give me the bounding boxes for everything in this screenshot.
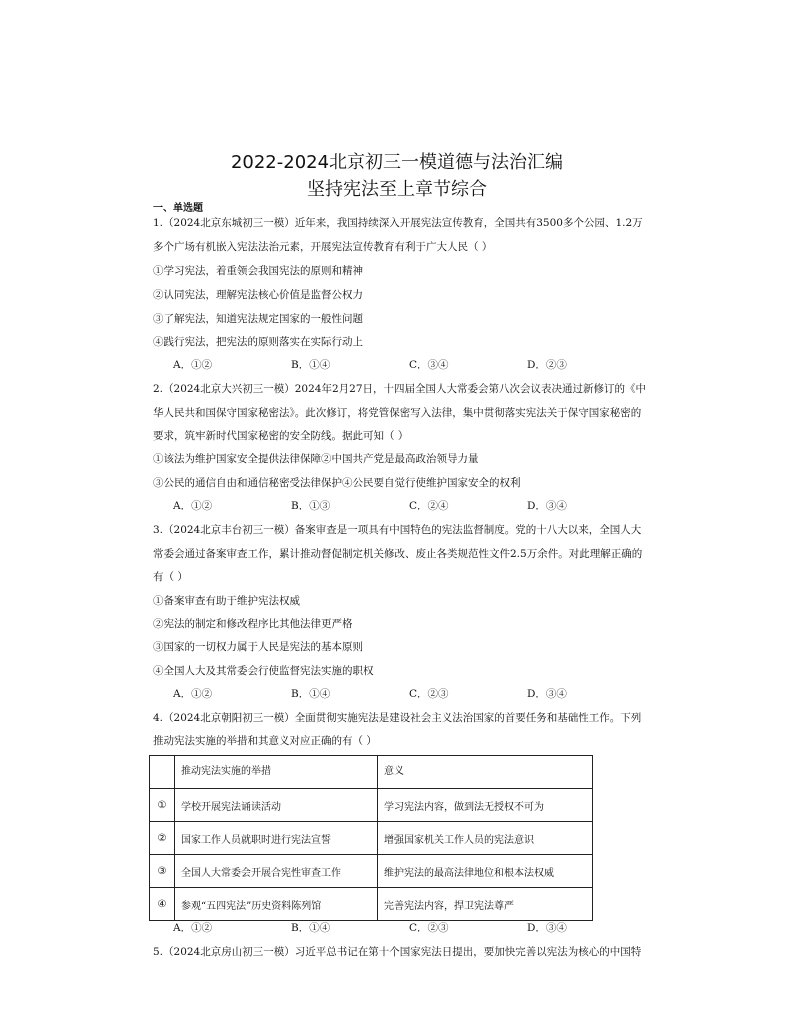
table-row bbox=[150, 855, 593, 888]
table-header-row bbox=[150, 756, 593, 789]
table-cell: ① bbox=[150, 789, 175, 822]
q1-option-b[interactable]: B．①④ bbox=[291, 359, 331, 371]
table-row bbox=[150, 789, 593, 822]
q2-line: 2.（2024北京大兴初三一模）2024年2月27日，十四届全国人大常委会第八次会议表决通过新修订的《中 bbox=[153, 383, 647, 395]
q2-statement: ①该法为维护国家安全提供法律保障②中国共产党是最高政治领导力量 bbox=[153, 453, 479, 465]
table-cell: 全国人大常委会开展合宪性审查工作 bbox=[175, 855, 378, 888]
q1-statement: ②认同宪法，理解宪法核心价值是监督公权力 bbox=[153, 289, 363, 301]
table-row bbox=[150, 888, 593, 921]
q1-statement: ③了解宪法，知道宪法规定国家的一般性问题 bbox=[153, 313, 363, 325]
q2-statement: ③公民的通信自由和通信秘密受法律保护④公民要自觉行使维护国家安全的权利 bbox=[153, 477, 521, 489]
q4-options bbox=[173, 920, 645, 935]
q2-option-c[interactable]: C．②④ bbox=[409, 500, 449, 512]
table-cell: ② bbox=[150, 822, 175, 855]
q3-line: 有（ ） bbox=[153, 571, 188, 583]
table-cell: 学习宪法内容，做到法无授权不可为 bbox=[378, 789, 593, 822]
q3-line: 3.（2024北京丰台初三一模）备案审查是一项具有中国特色的宪法监督制度。党的十八大以来，全国人大 bbox=[153, 524, 642, 536]
q1-options bbox=[173, 357, 645, 372]
q5-line: 5.（2024北京房山初三一模）习近平总书记在第十个国家宪法日提出，要加快完善以宪法为核心的中国特 bbox=[153, 946, 642, 958]
table-cell: 学校开展宪法诵读活动 bbox=[175, 789, 378, 822]
q3-statement: ①备案审查有助于维护宪法权威 bbox=[153, 595, 300, 607]
q4-option-d[interactable]: D．③④ bbox=[527, 922, 567, 934]
q3-option-c[interactable]: C．②③ bbox=[409, 688, 449, 700]
q3-option-a[interactable]: A．①② bbox=[173, 688, 213, 700]
q3-statement: ④全国人大及其常委会行使监督宪法实施的职权 bbox=[153, 665, 374, 677]
table-cell: 维护宪法的最高法律地位和根本法权威 bbox=[378, 855, 593, 888]
q1-option-c[interactable]: C．③④ bbox=[409, 359, 449, 371]
q4-option-c[interactable]: C．②③ bbox=[409, 922, 449, 934]
q4-table bbox=[149, 755, 593, 921]
table-cell: 国家工作人员就职时进行宪法宣誓 bbox=[175, 822, 378, 855]
q1-statement: ④践行宪法，把宪法的原则落实在实际行动上 bbox=[153, 336, 363, 348]
q3-option-b[interactable]: B．①④ bbox=[291, 688, 331, 700]
q1-line: 1.（2024北京东城初三一模）近年来，我国持续深入开展宪法宣传教育，全国共有3500多个公园、1.2万 bbox=[153, 217, 643, 229]
table-cell: 参观“五四宪法”历史资料陈列馆 bbox=[175, 888, 378, 921]
table-cell: ④ bbox=[150, 888, 175, 921]
table-cell bbox=[150, 756, 175, 789]
section-heading: 一、单选题 bbox=[153, 203, 203, 214]
q3-statement: ③国家的一切权力属于人民是宪法的基本原则 bbox=[153, 641, 363, 653]
q3-statement: ②宪法的制定和修改程序比其他法律更严格 bbox=[153, 618, 353, 630]
table-cell: 增强国家机关工作人员的宪法意识 bbox=[378, 822, 593, 855]
q1-option-d[interactable]: D．②③ bbox=[527, 359, 567, 371]
q1-line: 多个广场有机嵌入宪法法治元素，开展宪法宣传教育有利于广大人民（ ） bbox=[153, 241, 493, 253]
table-header-meaning: 意义 bbox=[378, 756, 593, 789]
doc-title-line1: 2022-2024北京初三一模道德与法治汇编 bbox=[230, 152, 564, 173]
q4-option-a[interactable]: A．①② bbox=[173, 922, 213, 934]
q2-option-a[interactable]: A．①② bbox=[173, 500, 213, 512]
table-cell: ③ bbox=[150, 855, 175, 888]
table-header-measure: 推动宪法实施的举措 bbox=[175, 756, 378, 789]
q2-line: 要求，筑牢新时代国家秘密的安全防线。据此可知（ ） bbox=[153, 430, 409, 442]
table-row bbox=[150, 822, 593, 855]
q3-option-d[interactable]: D．③④ bbox=[527, 688, 567, 700]
q3-line: 常委会通过备案审查工作，累计推动督促制定机关修改、废止各类规范性文件2.5万余件。对此理解正确的 bbox=[153, 548, 643, 560]
q2-line: 华人民共和国保守国家秘密法》。此次修订，将党管保密写入法律，集中贯彻落实宪法关于保守国家秘密的 bbox=[153, 407, 642, 419]
q2-option-b[interactable]: B．①③ bbox=[291, 500, 331, 512]
doc-title-line2: 坚持宪法至上章节综合 bbox=[307, 179, 487, 200]
q3-options bbox=[173, 686, 645, 701]
q2-options bbox=[173, 498, 645, 513]
q1-option-a[interactable]: A．①② bbox=[173, 359, 213, 371]
q2-option-d[interactable]: D．③④ bbox=[527, 500, 567, 512]
q4-line: 4.（2024北京朝阳初三一模）全面贯彻实施宪法是建设社会主义法治国家的首要任务和基础性工作。下列 bbox=[153, 712, 642, 724]
q4-option-b[interactable]: B．①④ bbox=[291, 922, 331, 934]
table-cell: 完善宪法内容，捍卫宪法尊严 bbox=[378, 888, 593, 921]
q1-statement: ①学习宪法，着重领会我国宪法的原则和精神 bbox=[153, 265, 363, 277]
q4-line: 推动宪法实施的举措和其意义对应正确的有（ ） bbox=[153, 735, 377, 747]
